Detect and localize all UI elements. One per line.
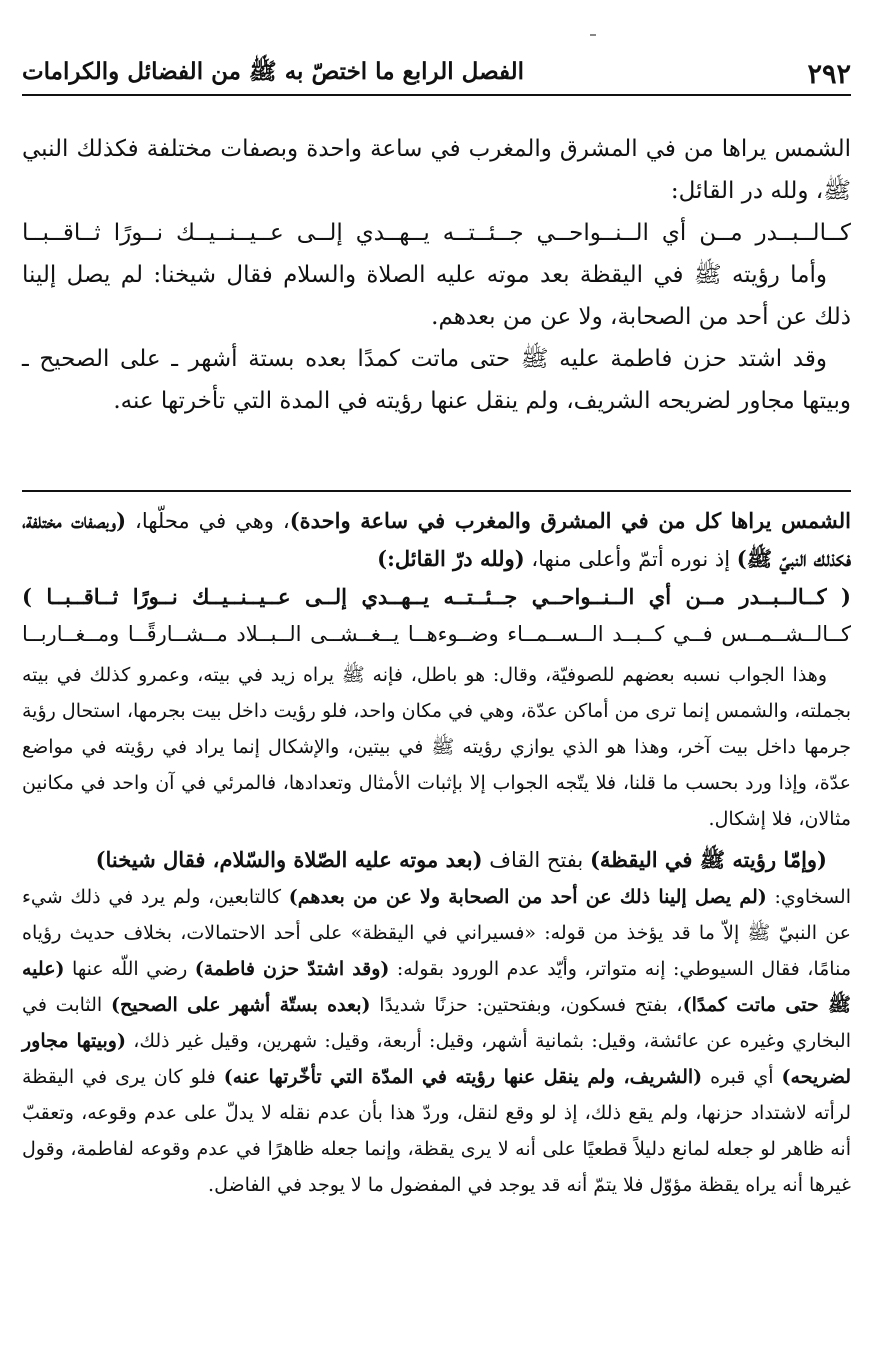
commentary-run: وهذا الجواب نسبه بعضهم للصوفيّة، وقال: هو باطل، فإنه ﷺ يراه زيد في بيته، وعمرو كذلك في بيته بجملته، والشمس إنما ترى من أماكن عدّة، وهي في مكان واحد، فلو رؤيت داخل بيت بجرمها، استحال رؤية جرمها داخل بيت آخر، وهذا هو الذي يوازي رؤيته ﷺ في بيتين، والإشكال إنما يراد في رؤيته في مواضع عدّة، وإذا ورد بحسب ما قلنا، فلا يتّجه الجواب إلا بإثبات الأمثال وتعدادها، فالمرئي في آن واحد في مكانين مثالان، فلا إشكال. <box>22 664 852 830</box>
main-paragraph: وقد اشتد حزن فاطمة عليه ﷺ حتى ماتت كمدًا بعده بستة أشهر ـ على الصحيح ـ وبيتها مجاور لضريحه الشريف، ولم ينقل عنها رؤيته في المدة التي تأخرتها عنه. <box>22 346 851 414</box>
commentary-run: إذ نوره أتمّ وأعلى منها، <box>524 547 737 571</box>
commentary-run: السخاوي: <box>766 886 851 908</box>
main-text <box>22 128 851 422</box>
commentary-run: أي قبره <box>702 1066 782 1088</box>
commentary-run: رضي اللّه عنها <box>64 958 195 980</box>
commentary-run: الثابت في البخاري وغيره عن عائشة، وقيل: بثمانية أشهر، وقيل: أربعة، وقيل: شهرين، وقيل غير ذلك، <box>22 994 851 1052</box>
quoted-matn-text: ( كــالــبــدر مــن أي الــنــواحــي جــئــتــه يــهــدي إلــى عــيــنــيــك نــورًا ثــاقــبــا ) <box>22 584 851 609</box>
commentary-paragraph <box>22 879 851 1203</box>
commentary-paragraph <box>22 578 851 616</box>
commentary-run: فلو كان يرى في اليقظة لرأته لاشتداد حزنها، ولم يقع ذلك، إذ لو وقع لنقل، وردّ هذا بأن عدم نقله لا يدلّ على عدم وقوعه، وتعقبّ أنه ظاهر لو جعله لمانع دليلاً قطعيًا على أنه لا يرى يقظة، وإنما جعله ظاهرًا في عدم وقوعه لفاطمة، وقول غيرها أنه يراه يقظة مؤوّل فلا يتمّ أنه قد يوجد في المفضول ما لا يوجد في الفاضل. <box>22 1066 851 1196</box>
quoted-matn-text: (الشريف، ولم ينقل عنها رؤيته في المدّة التي تأخّرتها عنه) <box>223 1066 703 1088</box>
quoted-matn-text: (لم يصل إلينا ذلك عن أحد من الصحابة ولا عن من بعدهم) <box>288 886 767 908</box>
separator-rule <box>22 490 851 492</box>
quoted-matn-text: (بعد موته عليه الصّلاة والسّلام، فقال شيخنا) <box>95 847 483 872</box>
commentary-paragraph <box>22 502 851 578</box>
main-paragraph: وأما رؤيته ﷺ في اليقظة بعد موته عليه الصلاة والسلام فقال شيخنا: لم يصل إلينا ذلك عن أحد من الصحابة، ولا عن من بعدهم. <box>22 262 851 330</box>
commentary-run: كــالــشــمــس فــي كــبــد الــســمــاء وضــوءهــا يــغــشــى الــبــلاد مــشــارقًــا ومــغــاربــا <box>22 622 851 646</box>
quoted-matn-text: (وإمّا رؤيته ﷺ في اليقظة) <box>589 847 827 872</box>
quoted-matn-text: (وبيتها مجاور لضريحه) <box>22 1030 852 1088</box>
quoted-matn-text: (ولله درّ القائل:) <box>377 546 525 571</box>
page-header <box>22 54 851 96</box>
commentary-run: بفتح القاف <box>482 848 590 872</box>
page-number: ٢٩٢ <box>807 58 851 90</box>
poem-verse: كــالــبــدر مــن أي الــنــواحــي جــئــتــه يــهــدي إلــى عــيــنــيــك نــورًا ثــاقــبــا <box>22 220 851 246</box>
main-paragraph: الشمس يراها من في المشرق والمغرب في ساعة واحدة وبصفات مختلفة فكذلك النبي ﷺ، ولله در القائل: <box>22 136 851 204</box>
running-title: الفصل الرابع ما اختصّ به ﷺ من الفضائل والكرامات <box>22 58 525 85</box>
commentary-paragraph <box>22 841 851 879</box>
commentary-run: ، بفتح فسكون، وبفتحتين: حزنًا شديدًا <box>370 994 683 1016</box>
quoted-matn-text: (وقد اشتدّ حزن فاطمة) <box>194 958 390 980</box>
commentary-paragraph <box>22 616 851 653</box>
quoted-matn-text: الشمس يراها كل من في المشرق والمغرب في ساعة واحدة) <box>289 508 851 533</box>
commentary-run: كالتابعين، ولم يرد في ذلك شيء عن النبيّ ﷺ إلاّ ما قد يؤخذ من قوله: «فسيراني في اليقظة» على أحد الاحتمالات، بخلاف حديث رؤياه منامًا، فقال السيوطي: إنه متواتر، وأيّد عدم الورود بقوله: <box>22 886 852 980</box>
commentary-run: ، وهي في محلّها، <box>126 509 290 533</box>
quoted-matn-text: (عليه ﷺ حتى ماتت كمدًا) <box>22 958 851 1016</box>
commentary-text <box>22 502 851 1203</box>
quoted-matn-text: (وبصفات مختلفة، فكذلك النبيّ ﷺ) <box>22 508 851 571</box>
commentary-paragraph <box>22 657 851 837</box>
quoted-matn-text: (بعده بستّة أشهر على الصحيح) <box>110 994 371 1016</box>
scan-speck <box>590 34 596 36</box>
